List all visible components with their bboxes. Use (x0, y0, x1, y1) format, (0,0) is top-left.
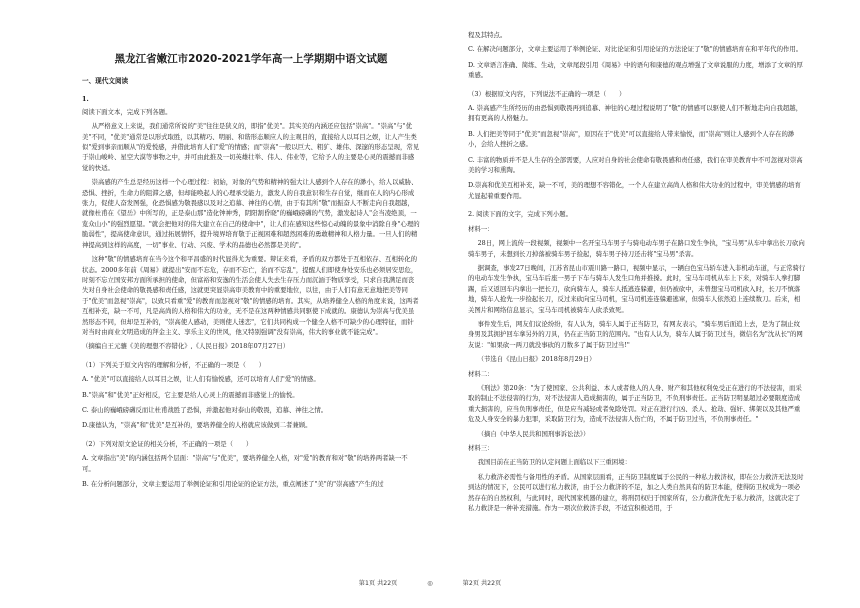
material-2-source: （摘自《中华人民共和国刑事诉讼法》） (477, 429, 590, 438)
option-2d: D. 文章语言准确、简练、生动，文章尾段引用《周易》中的语句和康德的观点增强了文章说服的力度，增添了文章的厚重感。 (468, 60, 803, 80)
passage-paragraph-3: 这种"敬"的情感培育在当今这个和平昌盛的时代显得尤为重要。辩证来看，矛盾的双方都处于互相依存、互相转化的状态。2000多年前《周易》就提出"安而不忘危，存而不忘亡，治而不忘乱"，提醒人们即使身处安乐也必须居安思危，时刻不忘立国安邦方面所承担的使命，但富裕和安逸的生活会使人失去生存压力而沉湎于物质享受，只求自我满足而丧失对自身社会使命的敬畏感和责任感，这就更突显崇高审美教育中的重要地位，以往，由于人们有意无意地把美等同于"优美"而忽视"崇高"，以致只看重"爱"的教育而忽视对"敬"的情感的培育。其实，从培养健全人格的角度来说，这两者互相补充，缺一不可，凡是高尚的人格和伟大的功业，无不是在这两种情感共同驱使下成就的。康德认为崇高与优美虽然形态不同，但却是互补的，"崇高使人感动，美则使人迷恋"，它们共同构成一个健全人格不可缺少的心理特征，而针对当时由商业文明造成的拜金主义、享乐主义的世风，他又特别强调"没有崇高，伟大的事业就不能完成"。 (82, 255, 419, 336)
option-2a: A. 文章指出"美"的内涵包括两个层面："崇高"与"优美"，要培养健全人格，对"爱"的教育和对"敬"的培养两者缺一不可。 (82, 454, 408, 473)
section-heading: 一、现代文阅读 (82, 77, 129, 85)
passage-paragraph-1: 从严格意义上来说，我们通常所说的"美"往往是狭义的，即指"优美"。其实美的内涵还应包括"崇高"。"崇高"与"优美"不同，"优美"通常是以形式取胜，以其精巧、明丽、和谐形态顺应人的主观目的，直接给人以耳目之娱，让人产生类似"爱到事亲而顺从"的爱悦感，并借此培育人们"爱"的情感；而"崇高"一般以巨大、粗犷、雄伟、深邃的形态呈现，常见于崇山峻岭、星空大漠等事物之中，并可由此推及一切英雄壮举、伟人、伟业等，它给予人的主要是心灵的震撼而非感觉的快适。 (82, 122, 420, 172)
material-2-label: 材料二： (468, 369, 494, 378)
option-1a: A. "优美"可以直接给人以耳目之娱，让人们有愉悦感，还可以培育人们"爱"的情感。 (82, 375, 320, 384)
question-number: 1. (82, 95, 89, 104)
material-1-source: （节选自《昆山日报》2018年8月29日） (477, 355, 596, 364)
footer-page-left: 第1页 共22页 (358, 580, 398, 587)
footer-page-right: 第2页 共22页 (462, 580, 502, 587)
material-3-paragraph-1: 我国目前在正当防卫的认定问题上面临以下三重困境： (477, 458, 631, 467)
option-1b: B."崇高"和"优美"正好相反，它主要是给人心灵上的震撼而非感觉上的愉悦。 (82, 390, 299, 399)
right-column (468, 30, 806, 517)
material-3-label: 材料三： (468, 444, 494, 452)
material-2-paragraph: 《刑法》第20条："为了使国家、公共利益、本人或者他人的人身、财产和其他权利免受正在进行的不法侵害，而采取的制止不法侵害的行为，对不法侵害人造成损害的，属于正当防卫，不负刑事责任。正当防卫明显超过必要限度造成重大损害的，应当负刑事责任，但是应当减轻或者免除处罚。对正在进行行凶、杀人、抢劫、强奸、绑架以及其他严重危及人身安全的暴力犯罪，采取防卫行为，造成不法侵害人伤亡的，不属于防卫过当，不负刑事责任。" (468, 383, 802, 424)
option-1d: D.康德认为，"崇高"和"优美"是互补的，要培养健全的人格就应该做到二者兼顾。 (82, 421, 312, 430)
option-2b: B. 在分析问题部分，文章主要运用了举例论证和引用论证的论证方法，重点阐述了"美"的"崇高感"产生的过 (82, 480, 384, 488)
material-1-label: 材料一： (468, 224, 494, 233)
material-1-paragraph-3: 事件发生后，网友们议论纷纷，有人认为，骑车人属于正当防卫，有网友表示，"骑车男后面追上去，是为了制止纹身男及其拥护回车拿另外的刀具，仍在正当防卫的范围内。"也有人认为，骑车人属于防卫过当，微信名为"沈从长"的网友说："如果砍一两刀就没事砍的刀数多了属于防卫过当!" (468, 319, 803, 349)
option-2b-continued: 程及其特点。 (468, 31, 507, 39)
footer-divider: ◎ (427, 580, 433, 587)
material-1-paragraph-1: 28日，网上流传一段视频，视频中一名开宝马车男子与骑电动车男子在路口发生争执，"宝马男"从车中拿出长刀砍向骑车男子，未想到长刀掉落被骑车男子捡起，骑车男子持刀还击将"宝马男"杀害。 (468, 239, 805, 258)
question-2-intro: 2. 阅读下面的文字，完成下列小题。 (468, 210, 572, 219)
subquestion-2: （2）下列对原文论证的相关分析，不正确的一项是（ ） (82, 439, 253, 448)
option-3b: B. 人们把美等同于"优美"而忽视"崇高"，原因在于"优美"可以直接给人带来愉悦，而"崇高"则让人感到个人存在的渺小，会给人挫折之感。 (468, 129, 795, 149)
option-2c: C. 在解决问题部分，文章主要运用了举例论证、对比论证和引用论证的方法论证了"敬"的情感培育在和平年代的作用。 (468, 45, 803, 54)
left-column (82, 30, 420, 494)
option-3d: D.崇高和优美互相补充，缺一不可，美的理想不容错化，一个人在建立高尚人格和伟大功业的过程中，审美情感的培育尤显起着重要作用。 (468, 181, 801, 200)
doc-title: 黑龙江省嫩江市2020-2021学年高一上学期期中语文试题 (114, 53, 388, 65)
subquestion-3: （3）根据原文内容，下列说法不正确的一项是（ ） (468, 89, 626, 98)
page-footer (0, 578, 860, 587)
material-3-paragraph-2: 私力救济必需性与备用性的矛盾。从国家层面看，正当防卫制度属于公民的一种私力救济权，即在公力救济无法及时到达的情况下，公民可以进行私力救济，由于公力救济的不足，加之人类自然具有的防卫本能，使得防卫权成为一项必然存在的自然权利，与此同时，现代国家机器的建立，将刑罚权归于国家所有，公力救济优先于私力救济，这就决定了私力救济是一种补充措施。作为一项次位救济手段，不适宜积极适用，于 (468, 472, 804, 513)
option-1c: C. 泰山的巍峨磅礴反而让杜甫战胜了恐惧，并激起他对泰山的敬畏，追慕、神往之情。 (82, 405, 328, 414)
subquestion-1: （1）下列关于原文内容的理解和分析，不正确的一项是（ ） (82, 360, 266, 369)
material-1-paragraph-2: 据调查，事发27日晚间，江苏省昆山市震川路一路口，视频中显示，一辆白色宝马轿车进入非机动车道，与正常骑行的电动车发生争执，宝马车后座一男子下车与骑车人发生口角并推搡。此时，宝马车司机从车上下来，对骑车人拳打脚踢，后又返回车内拿出一把长刀，砍向骑车人，骑车人抵逃连躲避，但仍被砍中，未曾想宝马司机砍入时，长刀不慎落地，骑车人抢先一步捡起长刀，反过来砍向宝马司机，宝马司机连连躲避逃窜，但骑车人依然追上连续数刀。后来，相关图片和网络信息显示，宝马车司机被骑车人砍杀致死。 (468, 263, 806, 314)
option-3a: A. 崇高感产生所经历的由恐惧到敬畏再到追慕、神往的心理过程说明了"敬"的情感可以驱使人们不断地走向自我超越，拥有更高的人格魅力。 (468, 104, 803, 123)
passage-source: （摘编自王元骧《美的理想不容错化》,《人民日报》2018年07月27日） (82, 342, 290, 351)
passage-paragraph-2: 崇高感的产生总是经历这样一个心理过程：初始，对象的气势和精神的强大让人感到个人存在的渺小，给人以威胁、恐惧、挫折，生命力的阻滞之感，但却能唤起人的心理承受能力，激发人的自我意识和生存自觉，继而在人的内心形成张力，促使人奋发图强，化恐惧感为敬畏感以及对之追慕、神往的心情，由于有其所"敬"而振奋人不断走向自我超越，就像杜甫在《望岳》中所写的，正是泰山那"造化钟神秀，阴阳割昏晓"的巍峨磅礴的气势，激发起诗人"会当凌绝顶，一览众山小"的强烈愿望。"就会把他对的伟大建立在自己的使命中"，让人们在感知这些惊心动魄的景象中消除自身"心理的脆弱性"，提高使命意识，通过拓展情怀，提升境界培育敬于正视困难和超然困难的勇敢精神和人格力量。一旦人们的精神提高到这样的高度，一切"事业、行动、兴废、学术的品德也必然都是美的"。 (82, 178, 420, 249)
option-3c: C. 丰富的物质并不是人生存的全部需要，人应对自身的社会使命有敬畏感和责任感，我们在审美教育中不可忽视对崇高美的学习和熏陶。 (468, 155, 803, 175)
question-prompt: 阅读下面文本，完成下列各题。 (82, 107, 172, 116)
